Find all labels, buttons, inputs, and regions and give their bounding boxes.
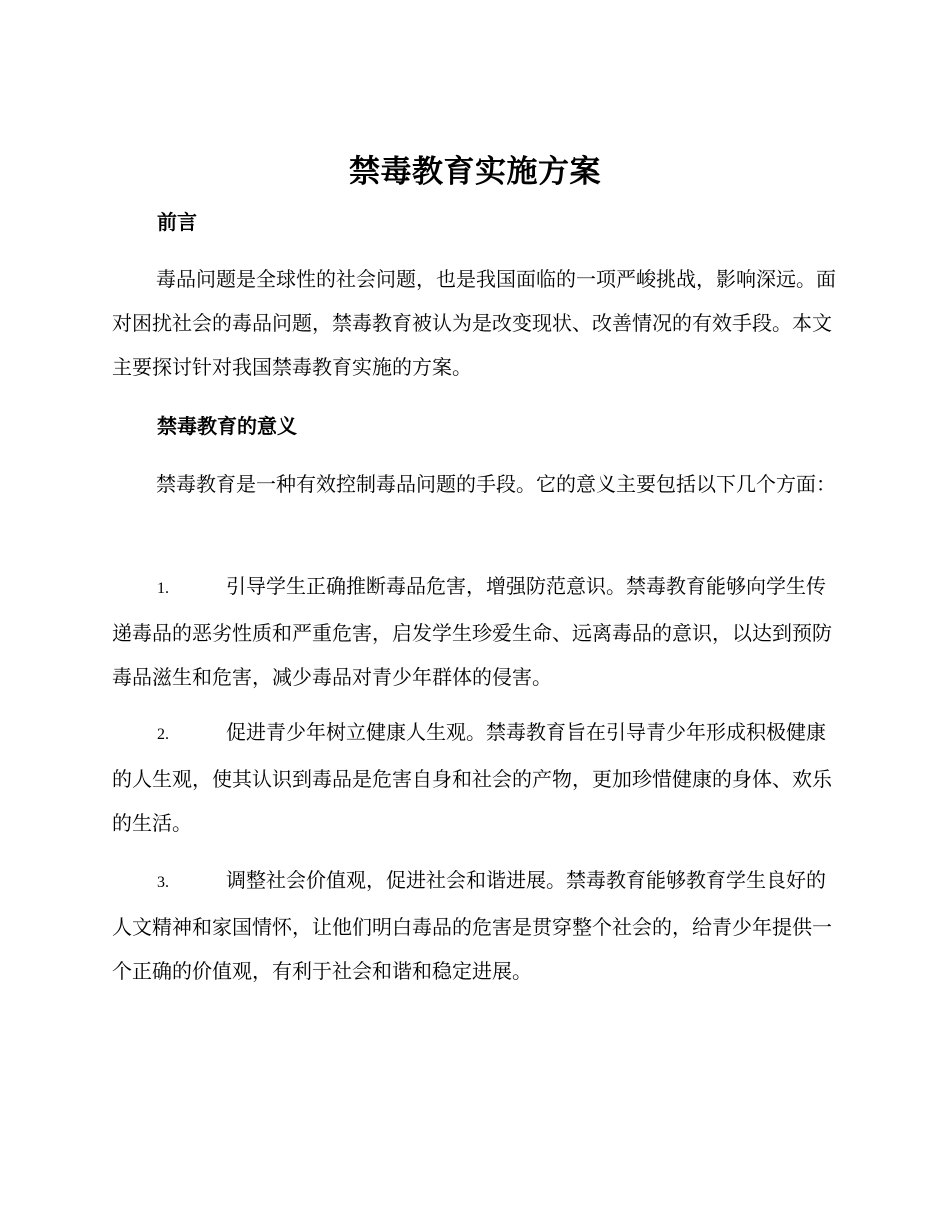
document-title: 禁毒教育实施方案 (349, 154, 601, 190)
section-heading-preface: 前言 (157, 210, 197, 234)
list-number: 1. (157, 580, 169, 597)
significance-intro-paragraph: 禁毒教育是一种有效控制毒品问题的手段。它的意义主要包括以下几个方面： (156, 472, 836, 496)
section-heading-significance: 禁毒教育的意义 (157, 414, 297, 438)
list-item-3 (112, 858, 842, 993)
list-item-2 (112, 710, 842, 845)
list-item-text: 促进青少年树立健康人生观。禁毒教育旨在引导青少年形成积极健康的人生观，使其认识到毒品是危害自身和社会的产物，更加珍惜健康的身体、欢乐的生活。 (112, 720, 832, 835)
list-item-text: 引导学生正确推断毒品危害，增强防范意识。禁毒教育能够向学生传递毒品的恶劣性质和严重危害，启发学生珍爱生命、远离毒品的意识，以达到预防毒品滋生和危害，减少毒品对青少年群体的侵害。 (112, 574, 832, 689)
preface-paragraph: 毒品问题是全球性的社会问题，也是我国面临的一项严峻挑战，影响深远。面对困扰社会的毒品问题，禁毒教育被认为是改变现状、改善情况的有效手段。本文主要探讨针对我国禁毒教育实施的方案。 (112, 267, 836, 379)
list-number: 2. (157, 726, 169, 743)
list-item-1 (112, 564, 842, 699)
list-item-text: 调整社会价值观，促进社会和谐进展。禁毒教育能够教育学生良好的人文精神和家国情怀，让他们明白毒品的危害是贯穿整个社会的，给青少年提供一个正确的价值观，有利于社会和谐和稳定进展。 (112, 868, 832, 983)
list-number: 3. (157, 874, 169, 891)
